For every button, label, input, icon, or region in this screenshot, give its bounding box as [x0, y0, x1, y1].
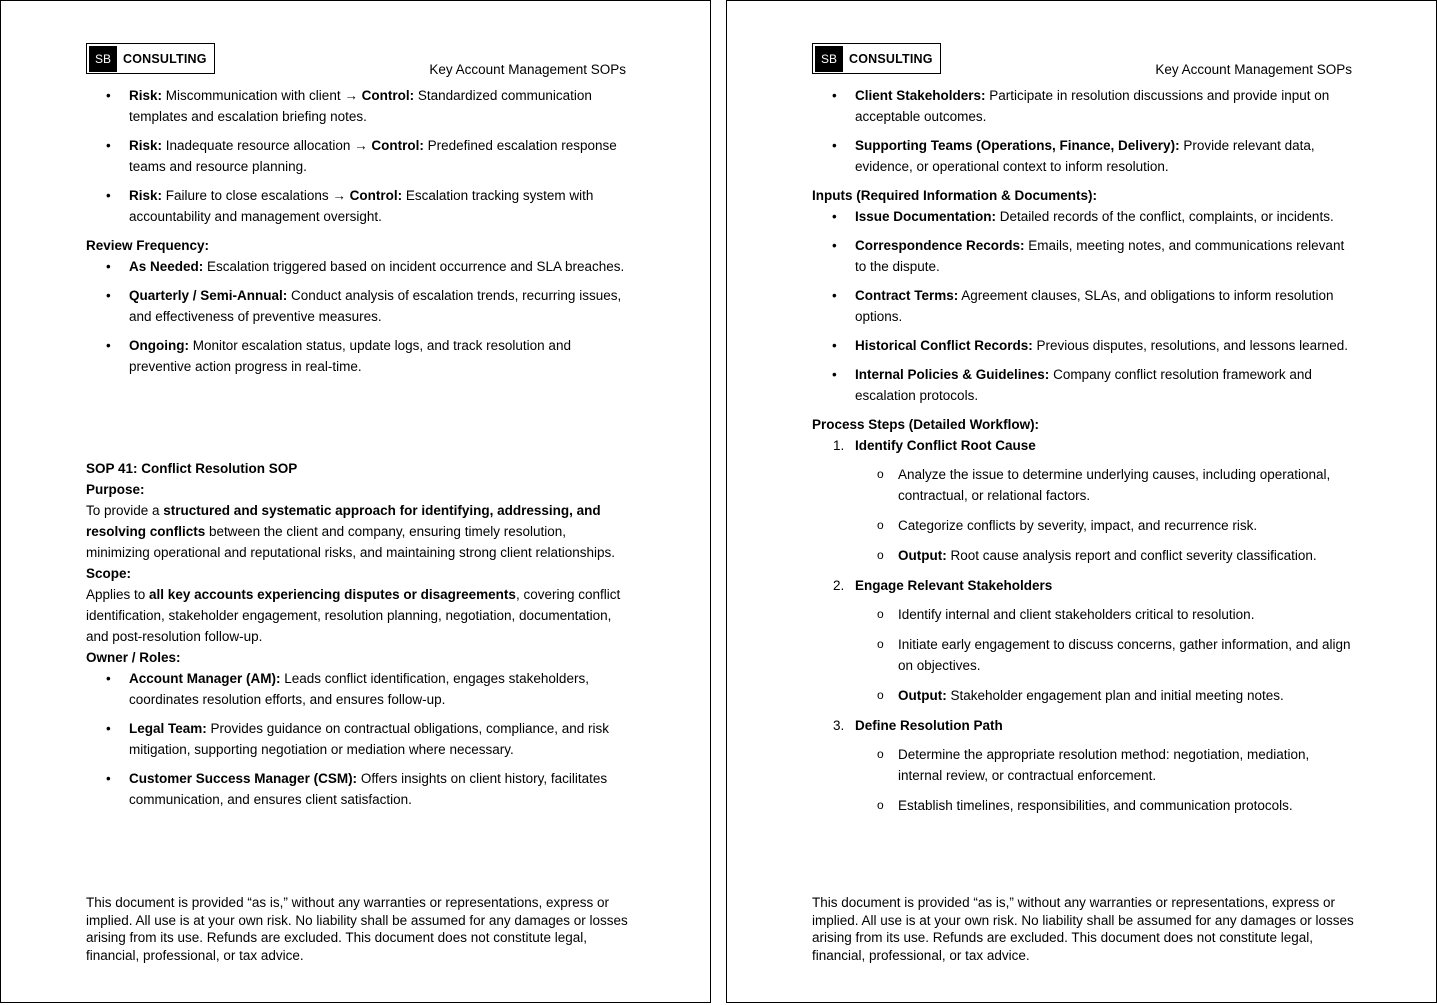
list-item: o Initiate early engagement to discuss concerns, gather information, and align on objectives. [877, 637, 1351, 673]
step-title: Identify Conflict Root Cause [855, 438, 1036, 453]
list-item: o Determine the appropriate resolution method: negotiation, mediation, internal review, or contractual enforcement. [877, 747, 1310, 783]
page-content [86, 85, 631, 818]
list-item: • Historical Conflict Records: Previous disputes, resolutions, and lessons learned. [832, 338, 1348, 353]
logo-mark: SB [89, 46, 117, 72]
disclaimer: This document is provided “as is,” without any warranties or representations, express or implied. All use is at your own risk. No liability shall be assumed for any damages or losses arising from its use. Refunds are excluded. This document does not constitute legal, financial, professional, or tax advice. [812, 895, 1354, 963]
roles-list-continued [812, 85, 1357, 177]
list-item: • Issue Documentation: Detailed records of the conflict, complaints, or incidents. [832, 209, 1334, 224]
list-item: • Customer Success Manager (CSM): Offers insights on client history, facilitates communication, and ensures client satisfaction. [106, 771, 608, 807]
logo-name: CONSULTING [123, 51, 207, 66]
list-item: o Output: Root cause analysis report and conflict severity classification. [877, 548, 1317, 563]
list-item: o Categorize conflicts by severity, impact, and recurrence risk. [877, 518, 1258, 533]
step-title: Engage Relevant Stakeholders [855, 578, 1053, 593]
sb-consulting-logo [86, 43, 215, 74]
sb-consulting-logo [812, 43, 941, 74]
header-title: Key Account Management SOPs [429, 62, 626, 77]
list-item: • Risk: Failure to close escalations → Control: Escalation tracking system with accountability and management oversight. [106, 188, 594, 224]
process-step: 1. Identify Conflict Root Cause o Analyze the issue to determine underlying causes, including operational, contractual, or relational factors. o Categorize conflicts by severity, impact, and recurrence risk. o Output: Root cause analysis report and conflict severity classification. [812, 435, 1357, 566]
list-item: • Ongoing: Monitor escalation status, update logs, and track resolution and preventive action progress in real-time. [106, 338, 571, 374]
document-page-right [726, 0, 1437, 1003]
list-item: • Internal Policies & Guidelines: Company conflict resolution framework and escalation protocols. [832, 367, 1312, 403]
risk-control-list [86, 85, 631, 227]
scope-heading: Scope: [86, 566, 132, 581]
list-item: • Risk: Miscommunication with client → Control: Standardized communication templates and escalation briefing notes. [106, 88, 592, 124]
document-page-left [0, 0, 711, 1003]
disclaimer: This document is provided “as is,” without any warranties or representations, express or implied. All use is at your own risk. No liability shall be assumed for any damages or losses arising from its use. Refunds are excluded. This document does not constitute legal, financial, professional, or tax advice. [86, 895, 628, 963]
list-item: • Quarterly / Semi-Annual: Conduct analysis of escalation trends, recurring issues, and effectiveness of preventive measures. [106, 288, 622, 324]
process-steps [812, 435, 1357, 816]
list-item: o Output: Stakeholder engagement plan and initial meeting notes. [877, 688, 1284, 703]
page-content [812, 85, 1357, 825]
list-item: • Contract Terms: Agreement clauses, SLAs, and obligations to inform resolution options. [832, 288, 1334, 324]
list-item: o Identify internal and client stakeholders critical to resolution. [877, 607, 1255, 622]
list-item: • Account Manager (AM): Leads conflict identification, engages stakeholders, coordinates resolution efforts, and ensures follow-up. [106, 671, 589, 707]
review-frequency-list [86, 256, 631, 377]
inputs-list [812, 206, 1357, 406]
logo-name: CONSULTING [849, 51, 933, 66]
inputs-heading: Inputs (Required Information & Documents): [812, 188, 1097, 203]
list-item: • Correspondence Records: Emails, meeting notes, and communications relevant to the dispute. [832, 238, 1345, 274]
list-item: o Analyze the issue to determine underlying causes, including operational, contractual, or relational factors. [877, 467, 1331, 503]
sop-title: SOP 41: Conflict Resolution SOP [86, 461, 298, 476]
list-item: • Legal Team: Provides guidance on contractual obligations, compliance, and risk mitigation, supporting negotiation or mediation where necessary. [106, 721, 610, 757]
list-item: • Supporting Teams (Operations, Finance, Delivery): Provide relevant data, evidence, or operational context to inform resolution. [832, 138, 1315, 174]
purpose-heading: Purpose: [86, 482, 145, 497]
header-title: Key Account Management SOPs [1155, 62, 1352, 77]
roles-heading: Owner / Roles: [86, 650, 181, 665]
list-item: • Client Stakeholders: Participate in resolution discussions and provide input on acceptable outcomes. [832, 88, 1330, 124]
logo-mark: SB [815, 46, 843, 72]
list-item: • As Needed: Escalation triggered based on incident occurrence and SLA breaches. [106, 259, 625, 274]
purpose-text: To provide a structured and systematic approach for identifying, addressing, and resolving conflicts between the client and company, ensuring timely resolution, minimizing operational and reputational risks, and maintaining strong client relationships. [86, 503, 616, 560]
process-step: 2. Engage Relevant Stakeholders o Identify internal and client stakeholders critical to resolution. o Initiate early engagement to discuss concerns, gather information, and align on objectives. o Output: Stakeholder engagement plan and initial meeting notes. [812, 575, 1357, 706]
list-item: o Establish timelines, responsibilities, and communication protocols. [877, 798, 1293, 813]
process-heading: Process Steps (Detailed Workflow): [812, 417, 1040, 432]
scope-text: Applies to all key accounts experiencing disputes or disagreements, covering conflict identification, stakeholder engagement, resolution planning, negotiation, documentation, and post-resolution follow-up. [86, 587, 621, 644]
process-step: 3. Define Resolution Path o Determine the appropriate resolution method: negotiation, mediation, internal review, or contractual enforcement. o Establish timelines, responsibilities, and communication protocols. [812, 715, 1357, 816]
step-title: Define Resolution Path [855, 718, 1003, 733]
roles-list [86, 668, 631, 810]
list-item: • Risk: Inadequate resource allocation → Control: Predefined escalation response teams and resource planning. [106, 138, 617, 174]
review-frequency-heading: Review Frequency: [86, 238, 210, 253]
